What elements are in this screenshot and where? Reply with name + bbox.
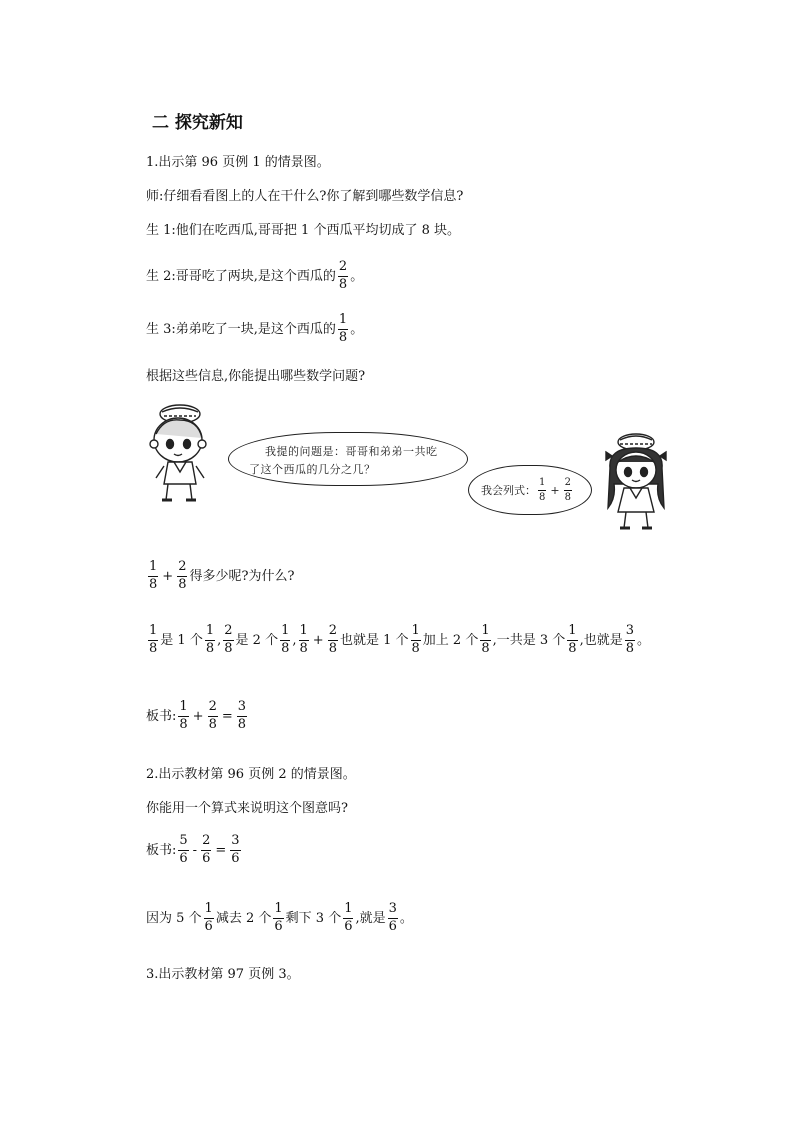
explanation-line bbox=[146, 624, 650, 657]
denominator: 8 bbox=[411, 640, 420, 656]
numerator: 1 bbox=[481, 623, 490, 638]
denominator: 8 bbox=[481, 640, 490, 656]
denominator: 8 bbox=[205, 640, 215, 656]
plus-sign: + bbox=[192, 708, 204, 724]
denominator: 8 bbox=[224, 640, 233, 656]
plus-sign: + bbox=[312, 632, 324, 648]
fraction-1-8 bbox=[205, 624, 215, 657]
numerator: 1 bbox=[299, 623, 308, 638]
prompt-question: 根据这些信息,你能提出哪些数学问题? bbox=[146, 369, 366, 384]
equals-sign: = bbox=[215, 842, 227, 858]
denominator: 6 bbox=[202, 850, 211, 866]
numerator: 1 bbox=[344, 901, 353, 916]
fraction-2-8 bbox=[223, 624, 233, 657]
girl-figure-icon bbox=[596, 428, 676, 540]
denominator: 8 bbox=[281, 640, 290, 656]
fraction-1-6 bbox=[273, 902, 283, 935]
comma: , bbox=[217, 632, 222, 648]
exp-text: 也就是 1 个 bbox=[339, 632, 409, 648]
denominator: 8 bbox=[338, 329, 348, 345]
numerator: 1 bbox=[205, 623, 215, 638]
period: 。 bbox=[637, 632, 651, 648]
numerator: 2 bbox=[338, 259, 348, 274]
student2-text: 生 2:哥哥吃了两块,是这个西瓜的 bbox=[146, 268, 336, 284]
denominator: 8 bbox=[328, 640, 337, 656]
denominator: 8 bbox=[178, 576, 187, 592]
period: 。 bbox=[350, 268, 364, 284]
exp-text: 是 1 个 bbox=[160, 632, 203, 648]
item2-title: 2.出示教材第 96 页例 2 的情景图。 bbox=[146, 767, 356, 782]
comma: , bbox=[292, 632, 297, 648]
numerator: 2 bbox=[564, 477, 571, 488]
denominator: 6 bbox=[204, 918, 213, 934]
denominator: 6 bbox=[231, 850, 240, 866]
fraction-1-8 bbox=[338, 313, 348, 346]
section-title: 二 探究新知 bbox=[152, 113, 243, 133]
fraction-1-8 bbox=[178, 700, 188, 733]
exp-text: 加上 2 个 bbox=[422, 632, 479, 648]
fraction-3-6 bbox=[388, 902, 398, 935]
numerator: 1 bbox=[281, 623, 290, 638]
student2-answer bbox=[146, 260, 363, 293]
fraction-2-8 bbox=[564, 477, 572, 503]
denominator: 8 bbox=[208, 716, 217, 732]
numerator: 3 bbox=[231, 833, 240, 848]
fraction-1-6 bbox=[204, 902, 214, 935]
denominator: 6 bbox=[179, 850, 188, 866]
numerator: 2 bbox=[178, 559, 187, 574]
board-label: 板书: bbox=[146, 708, 177, 724]
board-label: 板书: bbox=[146, 842, 177, 858]
fraction-1-8 bbox=[538, 477, 546, 503]
fraction-5-6 bbox=[178, 834, 188, 867]
numerator: 1 bbox=[204, 901, 213, 916]
fraction-2-8 bbox=[328, 624, 338, 657]
sum-question bbox=[146, 560, 294, 593]
girl-bubble-text: 我会列式： bbox=[481, 484, 536, 497]
denominator: 8 bbox=[149, 576, 158, 592]
period: 。 bbox=[399, 910, 413, 926]
minus-sign: - bbox=[192, 842, 198, 858]
girl-speech-bubble bbox=[468, 465, 592, 515]
denominator: 8 bbox=[539, 491, 546, 503]
fraction-2-8 bbox=[338, 260, 348, 293]
boy-bubble-line1: 我提的问题是：哥哥和弟弟一共吃 bbox=[265, 445, 438, 458]
exp-text: ,也就是 bbox=[579, 632, 623, 648]
numerator: 2 bbox=[328, 623, 337, 638]
student3-text: 生 3:弟弟吃了一块,是这个西瓜的 bbox=[146, 321, 336, 337]
fraction-1-8 bbox=[567, 624, 577, 657]
denominator: 8 bbox=[179, 716, 188, 732]
plus-sign: + bbox=[550, 483, 560, 497]
fraction-1-6 bbox=[343, 902, 353, 935]
reason-line bbox=[146, 902, 413, 935]
fraction-1-8 bbox=[480, 624, 490, 657]
item3-title: 3.出示教材第 97 页例 3。 bbox=[146, 967, 300, 982]
numerator: 3 bbox=[388, 901, 397, 916]
numerator: 2 bbox=[208, 699, 217, 714]
numerator: 3 bbox=[625, 623, 634, 638]
numerator: 1 bbox=[338, 312, 348, 327]
numerator: 1 bbox=[568, 623, 577, 638]
teacher-question: 师:仔细看看图上的人在干什么?你了解到哪些数学信息? bbox=[146, 189, 464, 204]
reason-text: 因为 5 个 bbox=[146, 910, 202, 926]
boy-speech-bubble bbox=[228, 432, 468, 486]
exp-text: ,一共是 3 个 bbox=[492, 632, 566, 648]
item1-title: 1.出示第 96 页例 1 的情景图。 bbox=[146, 155, 330, 170]
denominator: 8 bbox=[338, 276, 348, 292]
numerator: 1 bbox=[149, 623, 158, 638]
denominator: 8 bbox=[237, 716, 247, 732]
plus-sign: + bbox=[162, 568, 174, 584]
numerator: 1 bbox=[274, 901, 283, 916]
fraction-1-8 bbox=[148, 624, 158, 657]
denominator: 8 bbox=[568, 640, 577, 656]
question-suffix: 得多少呢?为什么? bbox=[189, 568, 295, 584]
student3-answer bbox=[146, 313, 363, 346]
denominator: 8 bbox=[625, 640, 634, 656]
fraction-1-8 bbox=[411, 624, 421, 657]
numerator: 3 bbox=[237, 699, 247, 714]
fraction-1-8 bbox=[280, 624, 290, 657]
exp-text: 是 2 个 bbox=[235, 632, 279, 648]
denominator: 6 bbox=[388, 918, 397, 934]
numerator: 1 bbox=[539, 477, 546, 488]
fraction-2-6 bbox=[201, 834, 211, 867]
reason-text: 剩下 3 个 bbox=[285, 910, 342, 926]
numerator: 1 bbox=[411, 623, 420, 638]
denominator: 8 bbox=[149, 640, 158, 656]
board-equation-1 bbox=[146, 700, 249, 733]
fraction-3-6 bbox=[230, 834, 240, 867]
numerator: 2 bbox=[224, 623, 233, 638]
fraction-3-8 bbox=[237, 700, 247, 733]
boy-bubble-line2: 了这个西瓜的几分之几？ bbox=[249, 463, 376, 476]
student1-answer: 生 1:他们在吃西瓜,哥哥把 1 个西瓜平均切成了 8 块。 bbox=[146, 223, 460, 238]
numerator: 1 bbox=[149, 559, 158, 574]
equals-sign: = bbox=[221, 708, 233, 724]
denominator: 8 bbox=[564, 491, 571, 503]
numerator: 2 bbox=[202, 833, 211, 848]
item2-question: 你能用一个算式来说明这个图意吗? bbox=[146, 801, 348, 816]
boy-figure-icon bbox=[144, 400, 216, 512]
reason-text: ,就是 bbox=[355, 910, 386, 926]
denominator: 8 bbox=[299, 640, 308, 656]
denominator: 6 bbox=[344, 918, 353, 934]
fraction-2-8 bbox=[208, 700, 218, 733]
numerator: 5 bbox=[179, 833, 188, 848]
period: 。 bbox=[350, 321, 364, 337]
fraction-3-8 bbox=[625, 624, 635, 657]
numerator: 1 bbox=[179, 699, 188, 714]
board-equation-2 bbox=[146, 834, 243, 867]
denominator: 6 bbox=[274, 918, 283, 934]
fraction-2-8 bbox=[177, 560, 187, 593]
fraction-1-8 bbox=[148, 560, 158, 593]
reason-text: 减去 2 个 bbox=[215, 910, 272, 926]
fraction-1-8 bbox=[299, 624, 309, 657]
